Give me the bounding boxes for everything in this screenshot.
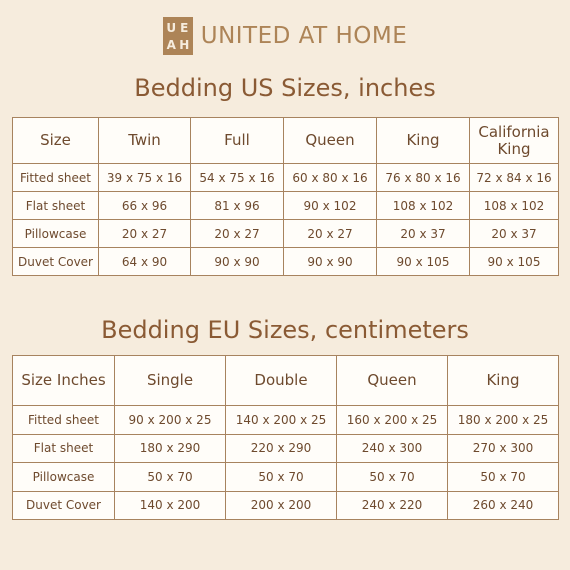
table-cell: 90 x 90 [284, 248, 377, 276]
row-label: Flat sheet [13, 434, 115, 463]
table-cell: 180 x 200 x 25 [448, 406, 559, 435]
column-header: King [377, 118, 470, 164]
table-cell: 20 x 37 [470, 220, 559, 248]
column-header: King [448, 356, 559, 406]
table-cell: 90 x 200 x 25 [115, 406, 226, 435]
column-header: Queen [337, 356, 448, 406]
table-cell: 240 x 220 [337, 491, 448, 520]
column-header: Double [226, 356, 337, 406]
column-header: Twin [99, 118, 191, 164]
logo-letter: A [166, 37, 176, 52]
table-cell: 200 x 200 [226, 491, 337, 520]
table-cell: 20 x 27 [99, 220, 191, 248]
table-cell: 20 x 27 [284, 220, 377, 248]
table-row [13, 192, 559, 220]
table-cell: 76 x 80 x 16 [377, 164, 470, 192]
eu-sizes-table [12, 355, 559, 520]
table-cell: 240 x 300 [337, 434, 448, 463]
table-cell: 140 x 200 x 25 [226, 406, 337, 435]
table-cell: 108 x 102 [377, 192, 470, 220]
table-cell: 66 x 96 [99, 192, 191, 220]
table-row [13, 248, 559, 276]
table-cell: 54 x 75 x 16 [191, 164, 284, 192]
table-cell: 20 x 37 [377, 220, 470, 248]
table-cell: 60 x 80 x 16 [284, 164, 377, 192]
row-label: Duvet Cover [13, 491, 115, 520]
table-cell: 260 x 240 [448, 491, 559, 520]
table-cell: 20 x 27 [191, 220, 284, 248]
table-row [13, 406, 559, 435]
row-label: Pillowcase [13, 463, 115, 492]
logo-letter: E [180, 20, 189, 35]
row-label: Fitted sheet [13, 164, 99, 192]
table-cell: 64 x 90 [99, 248, 191, 276]
row-label: Fitted sheet [13, 406, 115, 435]
table-cell: 72 x 84 x 16 [470, 164, 559, 192]
table-row [13, 164, 559, 192]
table-row [13, 463, 559, 492]
table-row [13, 220, 559, 248]
row-label: Flat sheet [13, 192, 99, 220]
table-cell: 90 x 105 [470, 248, 559, 276]
table-cell: 50 x 70 [226, 463, 337, 492]
table-row [13, 434, 559, 463]
table-cell: 39 x 75 x 16 [99, 164, 191, 192]
column-header: Single [115, 356, 226, 406]
column-header: California King [470, 118, 559, 164]
table-cell: 90 x 102 [284, 192, 377, 220]
us-sizes-heading: Bedding US Sizes, inches [134, 74, 436, 102]
table-cell: 108 x 102 [470, 192, 559, 220]
table-cell: 270 x 300 [448, 434, 559, 463]
table-header-row [13, 356, 559, 406]
table-row [13, 491, 559, 520]
column-header: Queen [284, 118, 377, 164]
table-cell: 50 x 70 [115, 463, 226, 492]
brand-logo [163, 17, 193, 55]
us-sizes-table [12, 117, 559, 276]
table-cell: 160 x 200 x 25 [337, 406, 448, 435]
table-cell: 140 x 200 [115, 491, 226, 520]
logo-letter: U [166, 20, 177, 35]
table-header-row [13, 118, 559, 164]
corner-header: Size [13, 118, 99, 164]
eu-sizes-heading: Bedding EU Sizes, centimeters [101, 316, 469, 344]
brand-header [0, 16, 570, 56]
table-cell: 50 x 70 [448, 463, 559, 492]
row-label: Pillowcase [13, 220, 99, 248]
row-label: Duvet Cover [13, 248, 99, 276]
table-cell: 220 x 290 [226, 434, 337, 463]
corner-header: Size Inches [13, 356, 115, 406]
table-cell: 81 x 96 [191, 192, 284, 220]
table-cell: 90 x 90 [191, 248, 284, 276]
table-cell: 50 x 70 [337, 463, 448, 492]
column-header: Full [191, 118, 284, 164]
table-cell: 180 x 290 [115, 434, 226, 463]
table-cell: 90 x 105 [377, 248, 470, 276]
logo-letter: H [179, 37, 190, 52]
brand-name: UNITED AT HOME [200, 23, 408, 49]
